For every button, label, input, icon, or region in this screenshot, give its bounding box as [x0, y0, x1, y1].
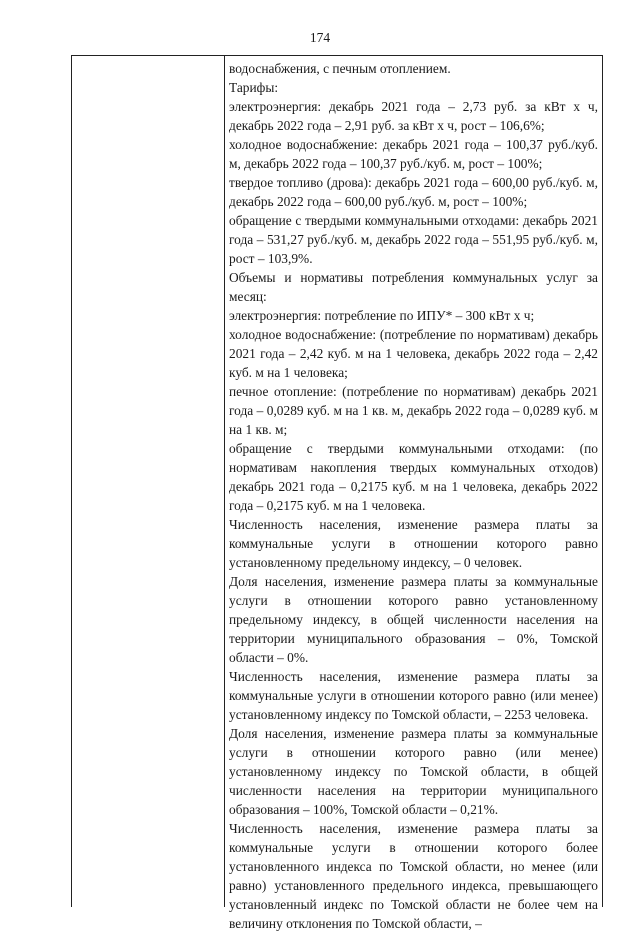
paragraph: обращение с твердыми коммунальными отходами: (по нормативам накопления твердых коммунальных отходов) декабрь 2021 года – 0,2175 куб. м на 1 человека, декабрь 2022 года – 0,2175 куб. м на 1 человека.: [229, 441, 598, 513]
paragraph: электроэнергия: потребление по ИПУ* – 300 кВт х ч;: [229, 308, 535, 323]
paragraph: холодное водоснабжение: (потребление по нормативам) декабрь 2021 года – 2,42 куб. м на 1 человека, декабрь 2022 года – 2,42 куб. м на 1 человека;: [229, 327, 598, 380]
paragraph: Численность населения, изменение размера платы за коммунальные услуги в отношении которого равно установленному предельному индексу, – 0 человек.: [229, 517, 598, 570]
paragraph: Численность населения, изменение размера платы за коммунальные услуги в отношении которого более установленного индекса по Томской области, но менее (или равно) установленного предельного индекса, превышающего установленный индекс по Томской области не более чем на величину отклонения по Томской области, –: [229, 821, 598, 931]
paragraph: обращение с твердыми коммунальными отходами: декабрь 2021 года – 531,27 руб./куб. м, декабрь 2022 года – 551,95 руб./куб. м, рост – 103,9%.: [229, 213, 598, 266]
page-number: 174: [309, 30, 331, 45]
paragraph: холодное водоснабжение: декабрь 2021 года – 100,37 руб./куб. м, декабрь 2022 года – 100,37 руб./куб. м, рост – 100%;: [229, 137, 598, 171]
paragraph: электроэнергия: декабрь 2021 года – 2,73 руб. за кВт х ч, декабрь 2022 года – 2,91 руб. за кВт х ч, рост – 106,6%;: [229, 99, 598, 133]
table-right-column: [229, 59, 598, 933]
document-table: [71, 55, 603, 931]
paragraph: Доля населения, изменение размера платы за коммунальные услуги в отношении которого равно установленному предельному индексу, в общей численности населения на территории муниципального образования – 0%, Томской области – 0%.: [229, 574, 598, 665]
paragraph: Численность населения, изменение размера платы за коммунальные услуги в отношении которого равно (или менее) установленному индексу по Томской области, – 2253 человека.: [229, 669, 598, 722]
paragraph: водоснабжения, с печным отоплением.: [229, 61, 451, 76]
paragraph: Тарифы:: [229, 80, 279, 95]
paragraph: Объемы и нормативы потребления коммунальных услуг за месяц:: [229, 270, 598, 304]
paragraph: твердое топливо (дрова): декабрь 2021 года – 600,00 руб./куб. м, декабрь 2022 года – 600,00 руб./куб. м, рост – 100%;: [229, 175, 598, 209]
table-left-column: [72, 56, 225, 907]
paragraph: Доля населения, изменение размера платы за коммунальные услуги в отношении которого равно (или менее) установленному индексу по Томской области, в общей численности населения на территории муниципального образования – 100%, Томской области – 0,21%.: [229, 726, 598, 817]
paragraph: печное отопление: (потребление по нормативам) декабрь 2021 года – 0,0289 куб. м на 1 кв. м, декабрь 2022 года – 0,0289 куб. м на 1 кв. м;: [229, 384, 598, 437]
